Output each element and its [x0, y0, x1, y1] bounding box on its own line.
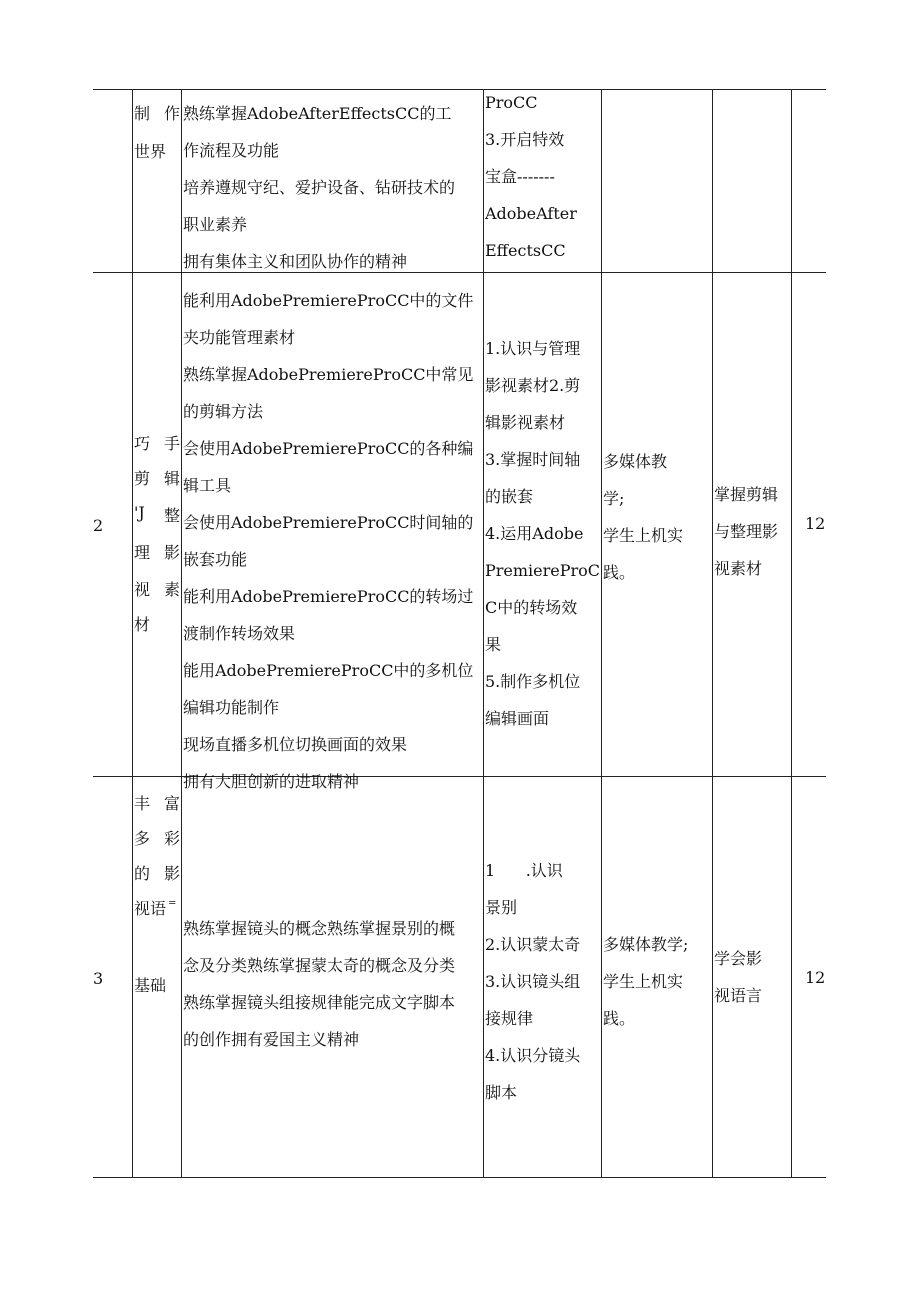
- hours-value: 12: [805, 514, 826, 533]
- objective-line: 辑工具: [183, 476, 232, 495]
- topic-char: =: [168, 898, 177, 909]
- method-line: 多媒体教: [603, 452, 668, 471]
- objective-line: 职业素养: [183, 215, 248, 234]
- content-line: 果: [485, 635, 502, 654]
- method-line: 践。: [603, 1009, 636, 1028]
- objective-line: 培养遵规守纪、爱护设备、钻研技术的: [183, 178, 456, 197]
- topic-char: 多: [134, 829, 151, 848]
- content-line: C中的转场效: [485, 598, 578, 617]
- objective-line: 能利用AdobePremiereProCC中的文件: [183, 291, 474, 310]
- objective-line: 会使用AdobePremiereProCC时间轴的: [183, 513, 474, 532]
- content-cell: [485, 330, 601, 737]
- objective-line: 夹功能管理素材: [183, 328, 296, 347]
- content-line: 4.认识分镜头: [485, 1046, 581, 1065]
- topic-char: 语: [150, 899, 167, 918]
- topic-char: 视: [134, 580, 151, 599]
- col-divider-4: [601, 89, 602, 1178]
- topic-char: 界: [150, 142, 167, 161]
- content-line: 辑影视素材: [485, 413, 566, 432]
- topic-char: 丰: [134, 794, 151, 813]
- content-line: 宝盒-------: [485, 167, 555, 186]
- method-line: 学;: [603, 489, 625, 508]
- methods-cell: [603, 443, 712, 591]
- content-line: 3.开启特效: [485, 130, 565, 149]
- col-divider-6: [791, 89, 792, 1178]
- objectives-cell: [183, 910, 483, 1058]
- topic-char: 视: [134, 899, 151, 918]
- table-top-border: [93, 89, 826, 90]
- objective-line: 熟练掌握镜头组接规律能完成文字脚本: [183, 993, 456, 1012]
- topic-char: 手: [164, 434, 181, 453]
- requirement-line: 视语言: [714, 986, 763, 1005]
- method-line: 践。: [603, 563, 636, 582]
- objectives-cell: [183, 282, 483, 791]
- requirement-line: 视素材: [714, 559, 763, 578]
- objective-line: 作流程及功能: [183, 141, 280, 160]
- objective-line: 能用AdobePremiereProCC中的多机位: [183, 661, 474, 680]
- content-line: ProCC: [485, 93, 538, 112]
- requirements-cell: [714, 940, 791, 1014]
- topic-char: 整: [164, 506, 181, 525]
- objective-line: 念及分类熟练掌握蒙太奇的概念及分类: [183, 956, 456, 975]
- objective-line: 现场直播多机位切换画面的效果: [183, 735, 408, 754]
- content-line: 景别: [485, 898, 518, 917]
- col-divider-3: [483, 89, 484, 1178]
- objective-line: 拥有大胆创新的进取精神: [183, 772, 360, 791]
- method-line: 多媒体教学;: [603, 935, 689, 954]
- content-line: 3.认识镜头组: [485, 972, 581, 991]
- topic-char: 富: [164, 794, 181, 813]
- content-line: 4.运用Adobe: [485, 524, 584, 543]
- table-bottom-border: [93, 1177, 826, 1178]
- objectives-cell: [183, 95, 483, 280]
- topic-char: 材: [134, 615, 151, 634]
- col-divider-5: [712, 89, 713, 1178]
- topic-char: 剪: [134, 469, 151, 488]
- content-line: 1.认识与管理: [485, 339, 581, 358]
- content-line: 编辑画面: [485, 709, 550, 728]
- row-number: 3: [93, 969, 104, 988]
- objective-line: 嵌套功能: [183, 550, 248, 569]
- content-line: 的嵌套: [485, 487, 534, 506]
- requirement-line: 与整理影: [714, 522, 779, 541]
- objective-line: 熟练掌握AdobePremiereProCC中常见: [183, 365, 474, 384]
- topic-char: 彩: [164, 829, 181, 848]
- objective-line: 的剪辑方法: [183, 402, 264, 421]
- method-line: 学生上机实: [603, 972, 684, 991]
- content-line: EffectsCC: [485, 241, 566, 260]
- content-line: 3.掌握时间轴: [485, 450, 581, 469]
- topic-char: 世: [134, 142, 151, 161]
- topic-char: 巧: [134, 434, 151, 453]
- content-line: 1 .认识: [485, 861, 563, 880]
- method-line: 学生上机实: [603, 526, 684, 545]
- col-divider-2: [181, 89, 182, 1178]
- objective-line: 熟练掌握AdobeAfterEffectsCC的工: [183, 104, 452, 123]
- content-line: 2.认识蒙太奇: [485, 935, 581, 954]
- topic-char: 作: [164, 104, 181, 123]
- objective-line: 的创作拥有爱国主义精神: [183, 1030, 360, 1049]
- topic-char: 'J: [134, 503, 145, 522]
- content-line: PremiereProC: [485, 561, 601, 580]
- requirements-cell: [714, 476, 791, 587]
- objective-line: 能利用AdobePremiereProCC的转场过: [183, 587, 474, 606]
- content-line: 接规律: [485, 1009, 534, 1028]
- methods-cell: [603, 926, 712, 1037]
- topic-char: 影: [164, 864, 181, 883]
- topic-char: 辑: [164, 469, 181, 488]
- content-line: 影视素材2.剪: [485, 376, 581, 395]
- content-cell: [485, 852, 601, 1111]
- content-cell: [485, 84, 601, 269]
- col-divider-1: [132, 89, 133, 1178]
- objective-line: 渡制作转场效果: [183, 624, 296, 643]
- content-line: 脚本: [485, 1083, 518, 1102]
- topic-char: 制: [134, 104, 151, 123]
- objective-line: 会使用AdobePremiereProCC的各种编: [183, 439, 474, 458]
- objective-line: 拥有集体主义和团队协作的精神: [183, 252, 408, 271]
- topic-char: 的: [134, 864, 151, 883]
- objective-line: 熟练掌握镜头的概念熟练掌握景别的概: [183, 919, 456, 938]
- requirement-line: 掌握剪辑: [714, 485, 779, 504]
- content-line: AdobeAfter: [485, 204, 577, 223]
- objective-line: 编辑功能制作: [183, 698, 280, 717]
- topic-char: 基础: [134, 976, 167, 995]
- topic-char: 理: [134, 543, 151, 562]
- content-line: 5.制作多机位: [485, 672, 581, 691]
- row-number: 2: [93, 516, 104, 535]
- requirement-line: 学会影: [714, 949, 763, 968]
- topic-char: 素: [164, 580, 181, 599]
- hours-value: 12: [805, 968, 826, 987]
- topic-char: 影: [164, 543, 181, 562]
